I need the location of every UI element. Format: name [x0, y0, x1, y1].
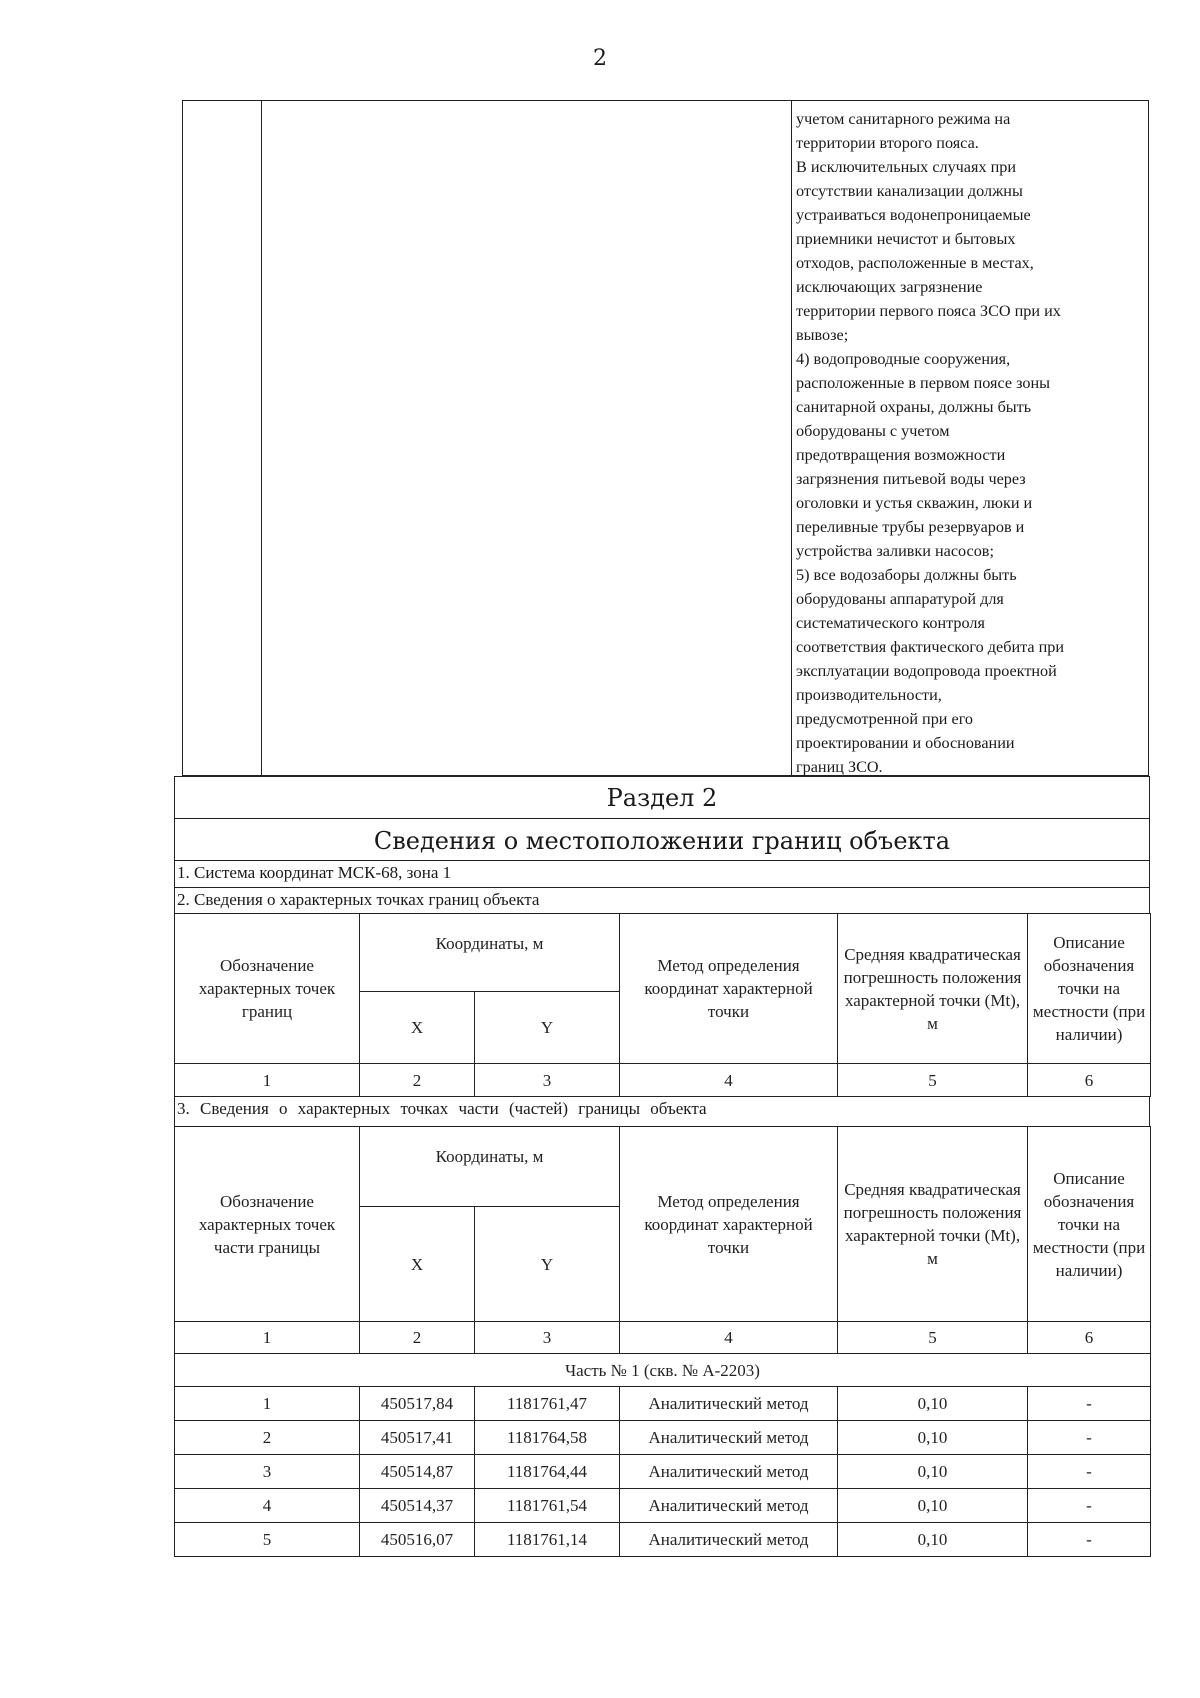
table-row [175, 1387, 1151, 1421]
point-y: 1181761,47 [475, 1387, 620, 1421]
point-error: 0,10 [838, 1421, 1028, 1455]
table-row [175, 1523, 1151, 1557]
point-error: 0,10 [838, 1455, 1028, 1489]
part-points-table [174, 1126, 1151, 1557]
point-x: 450517,84 [360, 1387, 475, 1421]
point-y: 1181761,14 [475, 1523, 620, 1557]
point-error: 0,10 [838, 1387, 1028, 1421]
point-error: 0,10 [838, 1523, 1028, 1557]
header-error: Средняя квадратическая погрешность положения характерной точки (Mt), м [838, 1127, 1028, 1322]
point-x: 450514,37 [360, 1489, 475, 1523]
header-designation: Обозначение характерных точек части границы [175, 1127, 360, 1322]
point-x: 450517,41 [360, 1421, 475, 1455]
page-number: 2 [593, 46, 607, 71]
column-number: 1 [175, 1064, 360, 1097]
column-number: 6 [1028, 1064, 1151, 1097]
header-coordinates: Координаты, м [360, 1127, 620, 1207]
header-description: Описание обозначения точки на местности (при наличии) [1028, 1127, 1151, 1322]
boundary-points-heading: 2. Сведения о характерных точках границ объекта [174, 887, 1150, 914]
header-description: Описание обозначения точки на местности (при наличии) [1028, 914, 1151, 1064]
point-method: Аналитический метод [620, 1421, 838, 1455]
point-description: - [1028, 1489, 1151, 1523]
point-description: - [1028, 1421, 1151, 1455]
header-y: Y [475, 1207, 620, 1322]
header-method: Метод определения координат характерной точки [620, 1127, 838, 1322]
point-number: 3 [175, 1455, 360, 1489]
column-number: 1 [175, 1322, 360, 1354]
coordinate-system-line: 1. Система координат МСК-68, зона 1 [174, 860, 1150, 887]
section-subtitle: Сведения о местоположении границ объекта [174, 818, 1150, 860]
column-number: 3 [475, 1064, 620, 1097]
point-x: 450516,07 [360, 1523, 475, 1557]
part-points-heading: 3. Сведения о характерных точках части (частей) границы объекта [174, 1096, 1150, 1126]
boundary-points-table [174, 913, 1151, 1097]
column-number: 4 [620, 1322, 838, 1354]
column-number: 5 [838, 1322, 1028, 1354]
column-number: 5 [838, 1064, 1028, 1097]
point-number: 2 [175, 1421, 360, 1455]
column-number: 4 [620, 1064, 838, 1097]
header-method: Метод определения координат характерной точки [620, 914, 838, 1064]
point-description: - [1028, 1387, 1151, 1421]
point-x: 450514,87 [360, 1455, 475, 1489]
section-title: Раздел 2 [174, 776, 1150, 818]
point-description: - [1028, 1455, 1151, 1489]
header-y: Y [475, 992, 620, 1064]
point-method: Аналитический метод [620, 1523, 838, 1557]
header-x: X [360, 992, 475, 1064]
column-number: 2 [360, 1064, 475, 1097]
table-row [175, 1489, 1151, 1523]
header-error: Средняя квадратическая погрешность положения характерной точки (Mt), м [838, 914, 1028, 1064]
header-x: X [360, 1207, 475, 1322]
column-number: 3 [475, 1322, 620, 1354]
point-method: Аналитический метод [620, 1387, 838, 1421]
continuation-col-number [183, 101, 262, 775]
point-method: Аналитический метод [620, 1489, 838, 1523]
part-label: Часть № 1 (скв. № А-2203) [175, 1354, 1151, 1387]
point-y: 1181764,44 [475, 1455, 620, 1489]
column-number: 2 [360, 1322, 475, 1354]
point-error: 0,10 [838, 1489, 1028, 1523]
table-row [175, 1455, 1151, 1489]
point-number: 1 [175, 1387, 360, 1421]
point-method: Аналитический метод [620, 1455, 838, 1489]
table-row [175, 1421, 1151, 1455]
continuation-table [182, 100, 1149, 776]
point-number: 5 [175, 1523, 360, 1557]
point-number: 4 [175, 1489, 360, 1523]
continuation-text: учетом санитарного режима на территории второго пояса. В исключительных случаях при отсутствии канализации должны устраиваться водонепроницаемые приемники нечистот и бытовых отходов, расположенные в местах, исключающих загрязнение территории первого пояса ЗСО при их вывозе; 4) водопроводные сооружения, расположенные в первом поясе зоны санитарной охраны, должны быть оборудованы с учетом предотвращения возможности загрязнения питьевой воды через оголовки и устья скважин, люки и переливные трубы резервуаров и устройства заливки насосов; 5) все водозаборы должны быть оборудованы аппаратурой для систематического контроля соответствия фактического дебита при эксплуатации водопровода проектной производительности, предусмотренной при его проектировании и обосновании границ ЗСО. [791, 101, 1148, 775]
point-y: 1181761,54 [475, 1489, 620, 1523]
header-coordinates: Координаты, м [360, 914, 620, 992]
column-number: 6 [1028, 1322, 1151, 1354]
point-y: 1181764,58 [475, 1421, 620, 1455]
header-designation: Обозначение характерных точек границ [175, 914, 360, 1064]
point-description: - [1028, 1523, 1151, 1557]
